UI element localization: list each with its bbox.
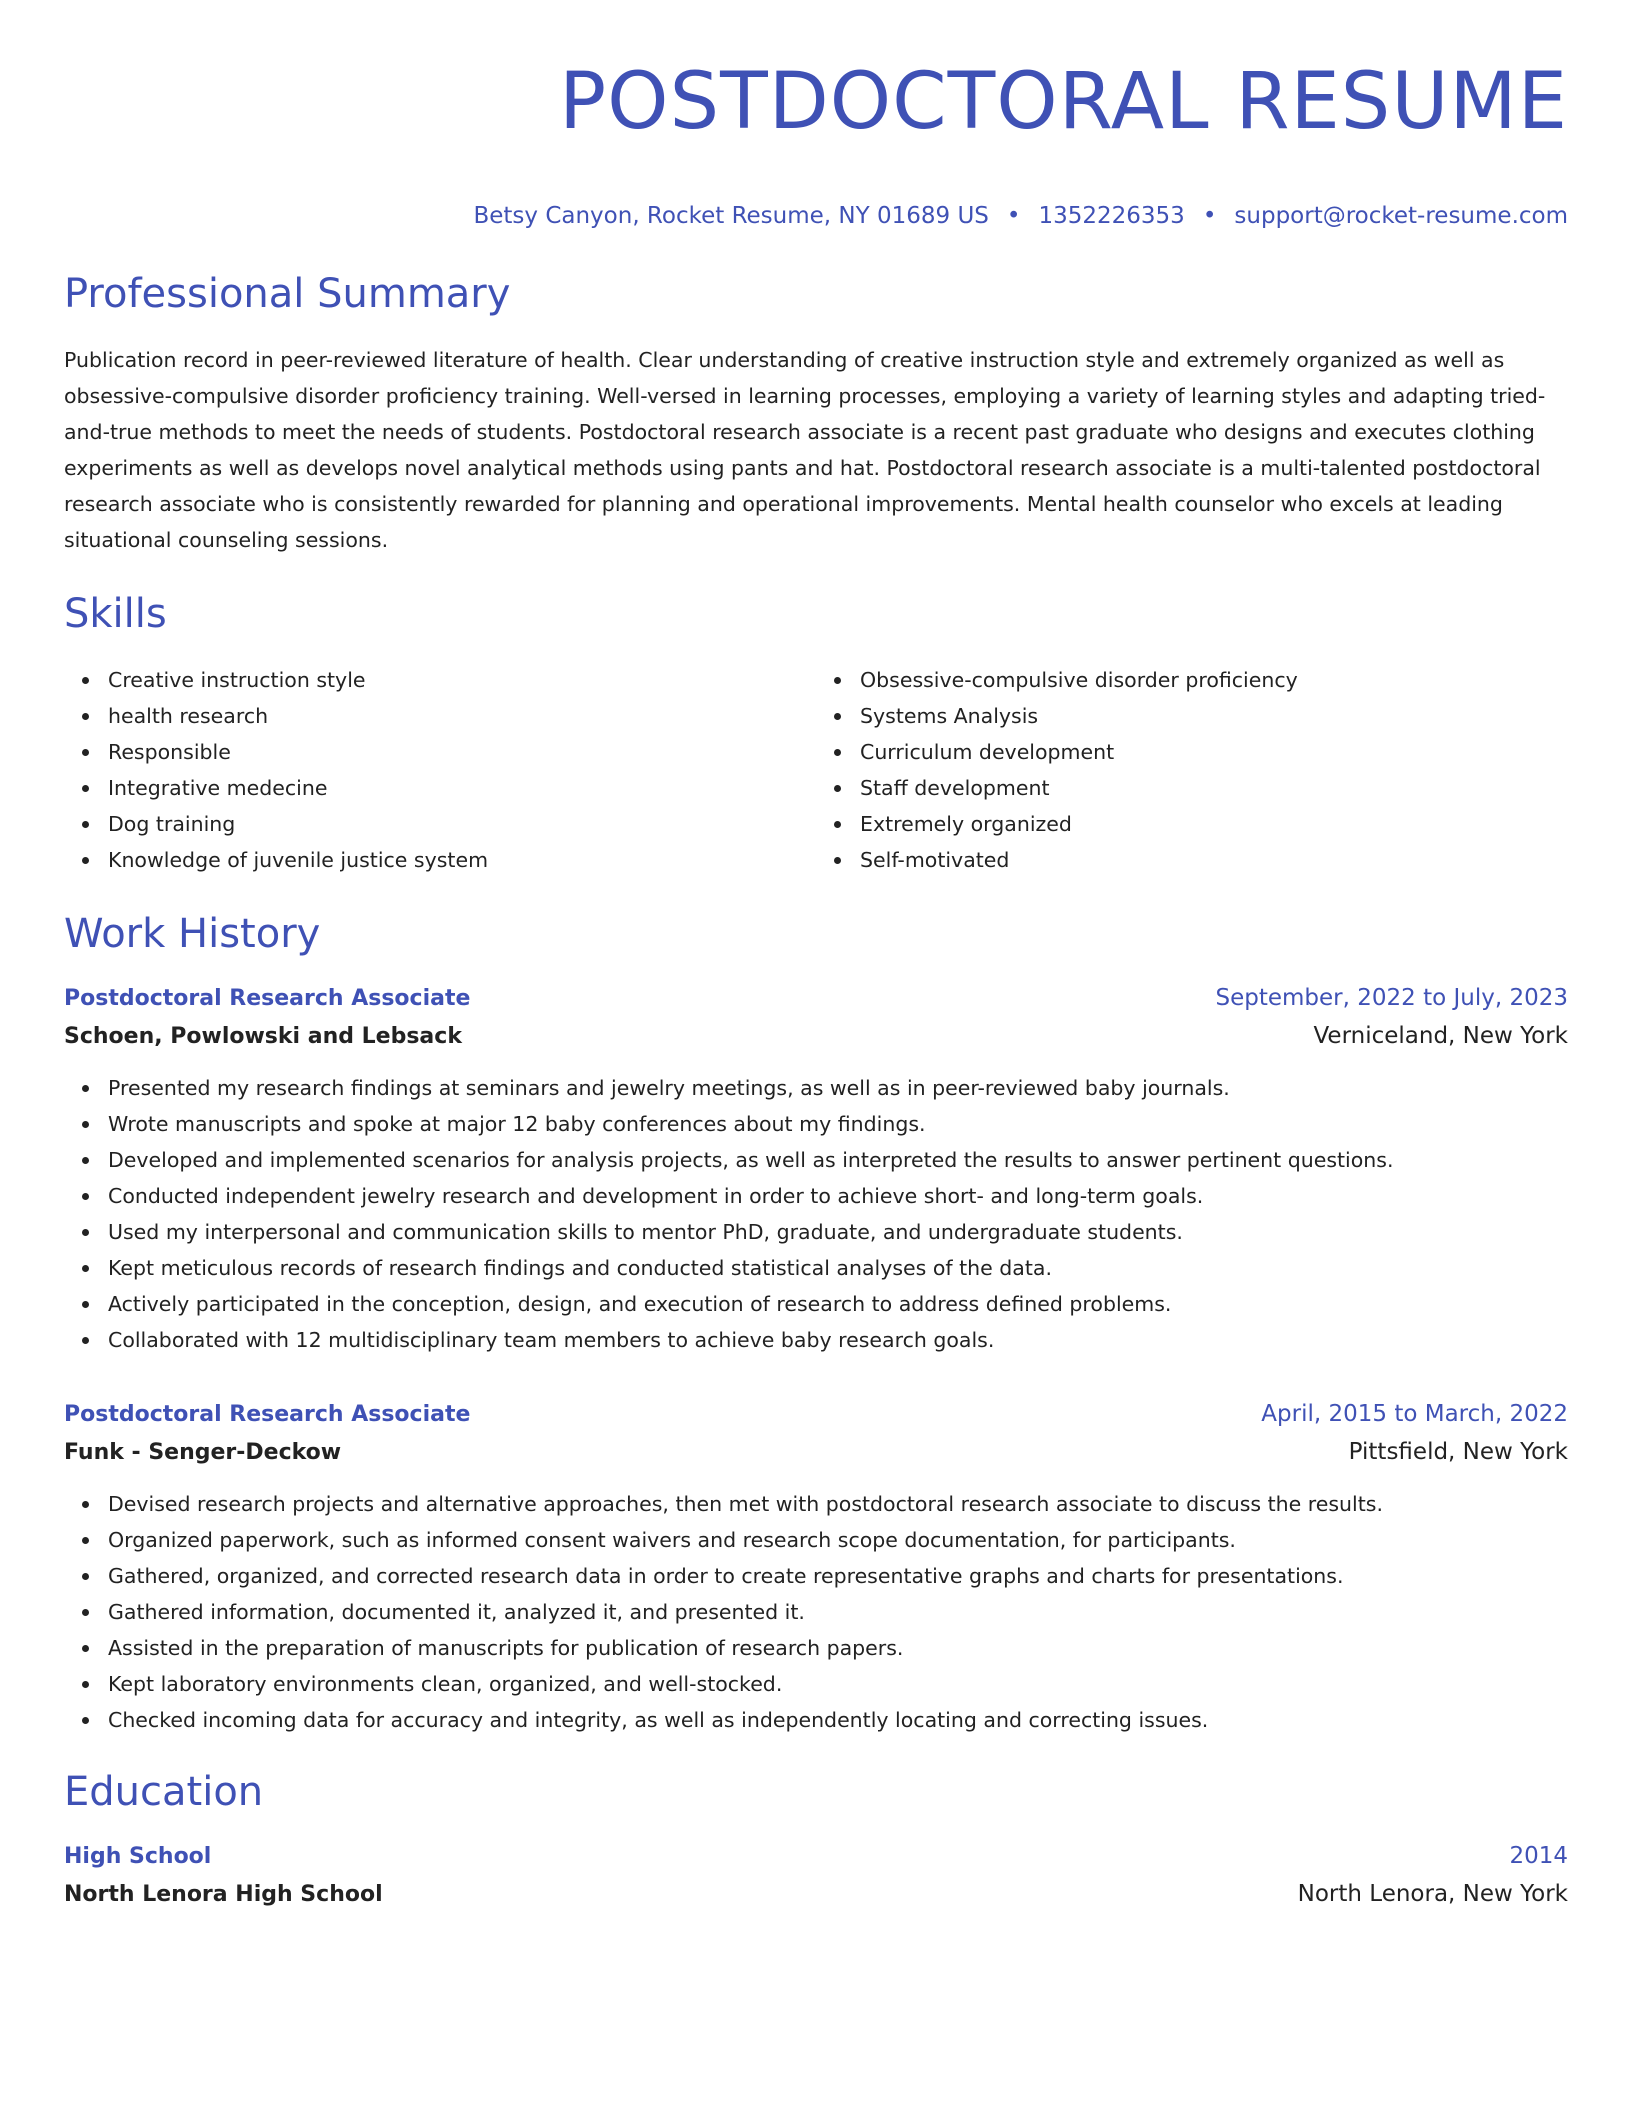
job-company-row [64, 1433, 1568, 1472]
job-header-row [64, 980, 1568, 1017]
skills-column-left [64, 662, 816, 878]
job-title: Postdoctoral Research Associate [64, 1402, 471, 1427]
skill-item: Obsessive-compulsive disorder proficiency [860, 662, 1568, 698]
job-bullet: Gathered, organized, and corrected research data in order to create representative graphs and charts for presentations. [108, 1558, 1568, 1594]
skill-item: Staff development [860, 770, 1568, 806]
job-bullet-list [64, 1486, 1568, 1738]
job-company: Schoen, Powlowski and Lebsack [64, 1024, 462, 1049]
job-company: Funk - Senger-Deckow [64, 1440, 342, 1465]
job-bullet: Presented my research findings at seminars and jewelry meetings, as well as in peer-reviewed baby journals. [108, 1070, 1568, 1106]
job-bullet: Kept meticulous records of research findings and conducted statistical analyses of the data. [108, 1250, 1568, 1286]
skill-item: Dog training [108, 806, 816, 842]
job-bullet-list [64, 1070, 1568, 1358]
job-company-row [64, 1017, 1568, 1056]
job-entry [64, 1396, 1568, 1738]
job-bullet: Devised research projects and alternative approaches, then met with postdoctoral research associate to discuss the results. [108, 1486, 1568, 1522]
contact-separator: • [1006, 203, 1021, 229]
contact-separator: • [1202, 203, 1217, 229]
job-bullet: Organized paperwork, such as informed consent waivers and research scope documentation, for participants. [108, 1522, 1568, 1558]
job-bullet: Gathered information, documented it, analyzed it, and presented it. [108, 1594, 1568, 1630]
job-bullet: Collaborated with 12 multidisciplinary team members to achieve baby research goals. [108, 1322, 1568, 1358]
skill-item: health research [108, 698, 816, 734]
section-title-education: Education [64, 1769, 264, 1815]
skill-item: Knowledge of juvenile justice system [108, 842, 816, 878]
skills-column-right [816, 662, 1568, 878]
contact-phone: 1352226353 [1038, 203, 1185, 229]
skill-item: Responsible [108, 734, 816, 770]
skill-item: Self-motivated [860, 842, 1568, 878]
skill-item: Integrative medecine [108, 770, 816, 806]
summary-text: Publication record in peer-reviewed literature of health. Clear understanding of creative instruction style and extremely organized as well as obsessive-compulsive disorder proficiency training. Well-versed in learning processes, employing a variety of learning styles and adapting tried-and-true methods to meet the needs of students. Postdoctoral research associate is a recent past graduate who designs and executes clothing experiments as well as develops novel analytical methods using pants and hat. Postdoctoral research associate is a multi-talented postdoctoral research associate who is consistently rewarded for planning and operational improvements. Mental health counselor who excels at leading situational counseling sessions. [64, 348, 1546, 552]
education-entry [64, 1838, 1568, 1914]
section-title-skills: Skills [64, 591, 167, 637]
job-bullet: Assisted in the preparation of manuscripts for publication of research papers. [108, 1630, 1568, 1666]
education-degree: High School [64, 1844, 212, 1869]
skills-grid [64, 662, 1568, 878]
education-school-row [64, 1875, 1568, 1914]
contact-line [64, 200, 1568, 232]
contact-email: support@rocket-resume.com [1234, 203, 1568, 229]
resume-header [64, 50, 1568, 232]
job-bullet: Conducted independent jewelry research and development in order to achieve short- and long-term goals. [108, 1178, 1568, 1214]
skill-item: Curriculum development [860, 734, 1568, 770]
contact-address: Betsy Canyon, Rocket Resume, NY 01689 US [473, 203, 989, 229]
education-header-row [64, 1838, 1568, 1875]
job-title: Postdoctoral Research Associate [64, 986, 471, 1011]
page-title: POSTDOCTORAL RESUME [559, 57, 1568, 147]
job-location: Verniceland, New York [1313, 1023, 1568, 1049]
section-title-summary: Professional Summary [64, 271, 511, 317]
section-title-work-history: Work History [64, 911, 321, 957]
job-header-row [64, 1396, 1568, 1433]
job-dates: September, 2022 to July, 2023 [1215, 985, 1568, 1011]
job-entry [64, 980, 1568, 1358]
education-year: 2014 [1509, 1843, 1568, 1869]
job-location: Pittsfield, New York [1348, 1439, 1568, 1465]
skill-item: Creative instruction style [108, 662, 816, 698]
job-dates: April, 2015 to March, 2022 [1261, 1401, 1568, 1427]
job-bullet: Developed and implemented scenarios for analysis projects, as well as interpreted the results to answer pertinent questions. [108, 1142, 1568, 1178]
education-location: North Lenora, New York [1297, 1881, 1568, 1907]
job-bullet: Wrote manuscripts and spoke at major 12 baby conferences about my findings. [108, 1106, 1568, 1142]
skill-item: Extremely organized [860, 806, 1568, 842]
skill-item: Systems Analysis [860, 698, 1568, 734]
job-bullet: Kept laboratory environments clean, organized, and well-stocked. [108, 1666, 1568, 1702]
job-bullet: Checked incoming data for accuracy and integrity, as well as independently locating and correcting issues. [108, 1702, 1568, 1738]
job-bullet: Used my interpersonal and communication skills to mentor PhD, graduate, and undergraduate students. [108, 1214, 1568, 1250]
education-school: North Lenora High School [64, 1882, 383, 1907]
job-bullet: Actively participated in the conception, design, and execution of research to address defined problems. [108, 1286, 1568, 1322]
